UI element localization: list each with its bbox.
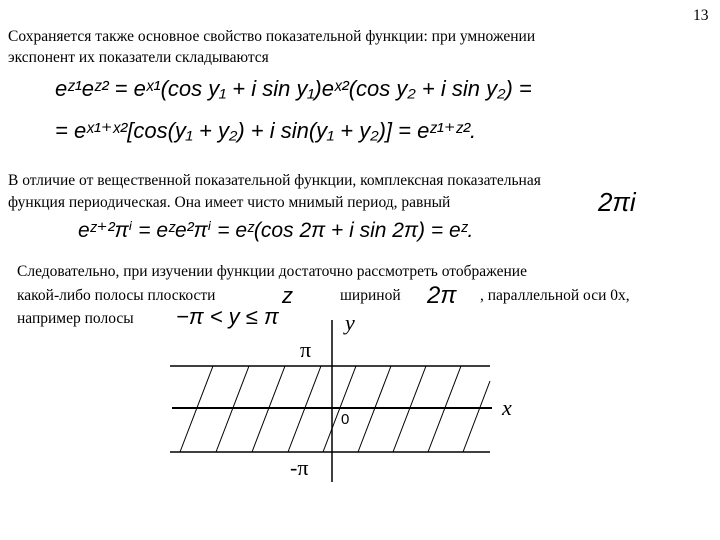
hatch-line (463, 381, 490, 452)
paragraph-3-line-3: например полосы (17, 310, 134, 327)
x-axis-label: x (502, 395, 512, 420)
formula-2: eᶻ⁺²πⁱ = eᶻe²πⁱ = eᶻ(cos 2π + i sin 2π) = eᶻ. (78, 219, 474, 242)
paragraph-3-line-2a: какой-либо полосы плоскости (17, 287, 216, 304)
strip-width: 2π (427, 282, 457, 309)
formula-1-line-1: eᶻ¹eᶻ² = eˣ¹(cos y₁ + i sin y₁)eˣ²(cos y₂ + i sin y₂) = (55, 76, 532, 101)
y-axis-label: y (345, 310, 355, 335)
page-number: 13 (693, 7, 709, 24)
pi-label: π (300, 337, 312, 362)
paragraph-2-line-2: функция периодическая. Она имеет чисто мнимый период, равный (8, 194, 451, 211)
paragraph-3-line-2c: , параллельной оси 0x, (480, 287, 630, 304)
paragraph-1-line-2: экспонент их показатели складываются (8, 49, 269, 66)
paragraph-3-line-2b: шириной (340, 287, 401, 304)
plane-variable-z: z (282, 283, 293, 308)
paragraph-3-line-1: Следовательно, при изучении функции достаточно рассмотреть отображение (17, 263, 527, 280)
strip-inequality: −π < y ≤ π (176, 304, 279, 329)
period-formula: 2πi (598, 187, 636, 217)
formula-1-line-2: = eˣ¹⁺ˣ²[cos(y₁ + y₂) + i sin(y₁ + y₂)] = eᶻ¹⁺ᶻ². (55, 118, 477, 143)
origin-label: 0 (341, 411, 350, 428)
paragraph-1-line-1: Сохраняется также основное свойство показательной функции: при умножении (8, 28, 536, 45)
neg-pi-label: -π (290, 455, 309, 480)
paragraph-2-line-1: В отличие от вещественной показательной функции, комплексная показательная (8, 172, 541, 189)
